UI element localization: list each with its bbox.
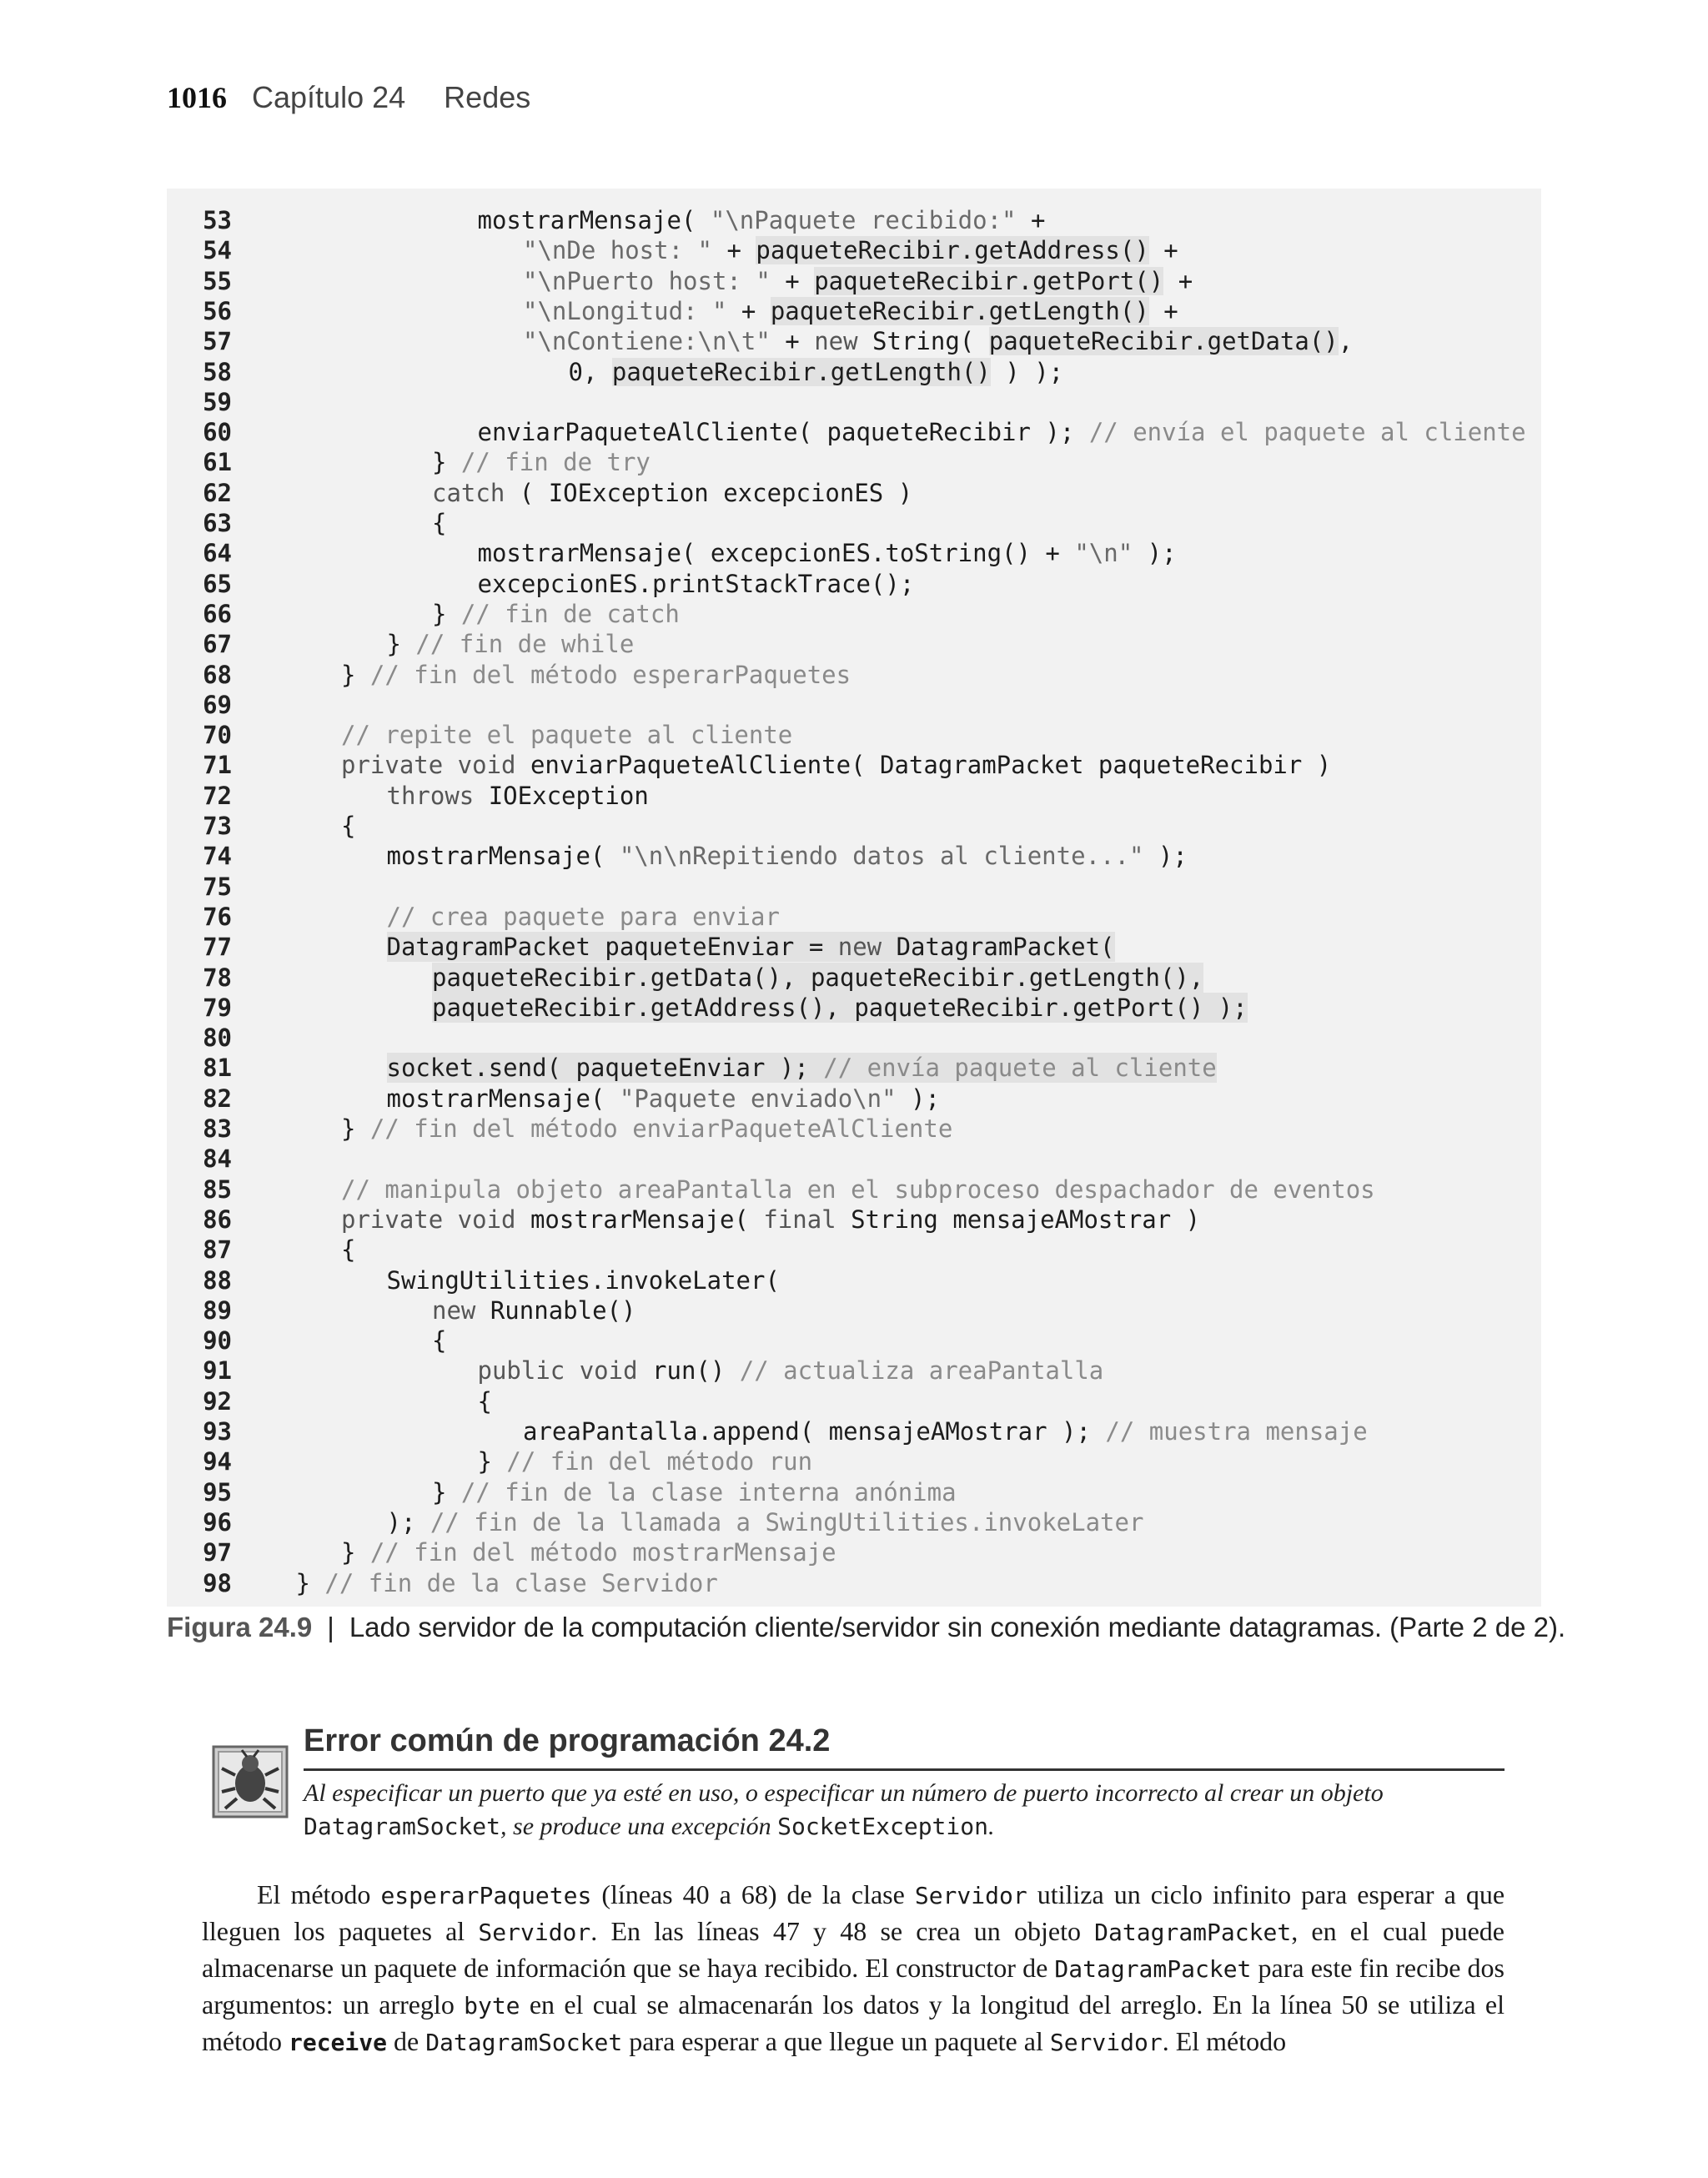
code-line	[167, 872, 1541, 902]
code-text	[478, 1356, 1104, 1386]
code-token: {	[341, 1235, 356, 1265]
error-box-text	[304, 1777, 1505, 1844]
code-line	[167, 296, 1541, 326]
bug-error-icon	[210, 1742, 290, 1822]
code-token: String mensajeAMostrar )	[836, 1205, 1201, 1234]
text-run: utiliza un ciclo infinito para esperar a que lleguen los paquetes al	[202, 1879, 1505, 1946]
inline-code: byte	[464, 1992, 520, 2020]
code-text	[523, 296, 1178, 326]
line-number: 54	[203, 236, 232, 265]
line-number: 65	[203, 569, 232, 598]
line-number: 67	[203, 630, 232, 659]
figure-caption	[167, 1612, 1565, 1643]
code-line	[167, 1235, 1541, 1265]
code-token: // fin del método run	[506, 1447, 813, 1476]
code-text	[387, 629, 635, 659]
code-token: +	[1163, 266, 1193, 295]
code-token: {	[341, 812, 356, 840]
line-number: 78	[203, 963, 232, 992]
line-number: 59	[203, 387, 232, 416]
code-text	[387, 781, 649, 811]
code-token: }	[432, 448, 461, 477]
code-line	[167, 1568, 1541, 1598]
line-number: 63	[203, 509, 232, 537]
code-line	[167, 508, 1541, 538]
code-token: }	[341, 660, 370, 689]
code-line	[167, 478, 1541, 508]
code-token: excepcionES.printStackTrace();	[477, 569, 915, 598]
code-token: SwingUtilities.invokeLater(	[386, 1265, 780, 1295]
code-line	[167, 720, 1541, 750]
section-title: Redes	[444, 80, 531, 114]
code-text	[387, 932, 1115, 962]
text-run: para esperar a que llegue un paquete al	[622, 2026, 1050, 2056]
page-number: 1016	[167, 81, 227, 114]
code-token: // muestra mensaje	[1105, 1417, 1368, 1446]
code-text	[478, 417, 1526, 447]
code-token: enviarPaqueteAlCliente( DatagramPacket paqueteRecibir )	[515, 751, 1332, 780]
code-token: // repite el paquete al cliente	[341, 721, 793, 750]
code-token: );	[1143, 842, 1188, 871]
code-token: "Paquete enviado\n"	[619, 1084, 897, 1113]
code-token: "\n\nRepitiendo datos al cliente..."	[619, 842, 1144, 871]
code-token: +	[1148, 236, 1178, 265]
inline-code: SocketException	[777, 1813, 988, 1840]
code-line	[167, 1114, 1541, 1144]
inline-code: receive	[288, 2029, 387, 2056]
line-number: 86	[203, 1205, 232, 1234]
code-token: private void	[341, 751, 516, 780]
line-number: 95	[203, 1477, 232, 1506]
code-line	[167, 660, 1541, 690]
code-line	[167, 1416, 1541, 1446]
code-line	[167, 417, 1541, 447]
code-token: "\nLongitud: "	[523, 296, 727, 325]
code-text	[432, 599, 680, 629]
code-token: new	[837, 933, 882, 962]
code-token: // fin de try	[460, 448, 651, 477]
code-text	[478, 538, 1177, 568]
code-token: {	[432, 1326, 447, 1356]
code-token: paqueteRecibir.getData(), paqueteRecibir.getLength(),	[432, 963, 1204, 992]
code-line	[167, 387, 1541, 417]
code-line	[167, 1023, 1541, 1053]
code-listing	[167, 189, 1541, 1607]
code-line	[167, 326, 1541, 356]
code-token: paqueteRecibir.getAddress()	[756, 236, 1149, 265]
code-token: +	[1016, 206, 1046, 234]
code-text	[296, 1568, 718, 1598]
code-line	[167, 1537, 1541, 1567]
line-number: 53	[203, 206, 232, 234]
code-token: "\nPaquete recibido:"	[710, 206, 1017, 234]
code-token: DatagramPacket paqueteEnviar =	[386, 933, 838, 962]
line-number: 88	[203, 1265, 232, 1295]
line-number: 98	[203, 1568, 232, 1597]
code-token: run()	[637, 1356, 740, 1386]
code-text	[341, 1205, 1200, 1235]
code-token: +	[711, 236, 756, 265]
code-line	[167, 811, 1541, 841]
code-text	[341, 811, 355, 841]
text-run: .	[988, 1813, 995, 1840]
inline-code: esperarPaquetes	[380, 1882, 592, 1909]
code-line	[167, 1325, 1541, 1356]
line-number: 79	[203, 993, 232, 1022]
code-text	[432, 447, 651, 477]
code-token: // fin de catch	[460, 599, 680, 628]
code-token: // fin de while	[415, 630, 635, 659]
code-text	[432, 1477, 957, 1507]
code-text	[387, 841, 1188, 871]
code-token: public void	[477, 1356, 638, 1386]
line-number: 97	[203, 1538, 232, 1567]
code-token: IOException	[474, 781, 649, 810]
code-line	[167, 963, 1541, 993]
code-token: // manipula objeto areaPantalla en el subproceso despachador de eventos	[341, 1175, 1375, 1204]
code-line	[167, 841, 1541, 871]
line-number: 70	[203, 721, 232, 750]
code-text	[341, 1114, 952, 1144]
code-text	[387, 1265, 780, 1295]
code-token: // fin de la llamada a SwingUtilities.invokeLater	[430, 1507, 1144, 1537]
code-token: socket.send( paqueteEnviar );	[386, 1054, 824, 1083]
code-text	[478, 1386, 492, 1416]
text-run: Al especificar un puerto que ya esté en uso, o especificar un número de puerto incorrecto al crear un objeto	[304, 1779, 1384, 1807]
code-token: );	[1133, 539, 1177, 568]
code-token: enviarPaqueteAlCliente( paqueteRecibir );	[477, 418, 1089, 447]
inline-code: DatagramSocket	[425, 2029, 623, 2056]
line-number: 82	[203, 1084, 232, 1113]
text-run: El método	[257, 1879, 381, 1909]
line-number: 80	[203, 1024, 232, 1053]
code-text	[478, 569, 915, 599]
code-token: // fin del método mostrarMensaje	[369, 1538, 836, 1567]
text-run: , en el cual puede almacenarse un paquete de información que se haya recibido. El constructor de	[202, 1916, 1505, 1983]
error-box-title: Error común de programación 24.2	[304, 1723, 831, 1758]
line-number: 85	[203, 1175, 232, 1204]
code-token: }	[432, 1477, 461, 1506]
code-line	[167, 1477, 1541, 1507]
line-number: 87	[203, 1235, 232, 1265]
code-line	[167, 1205, 1541, 1235]
code-text	[387, 902, 780, 932]
code-line	[167, 1084, 1541, 1114]
code-token: }	[432, 599, 461, 628]
code-token: DatagramPacket(	[882, 933, 1115, 962]
line-number: 66	[203, 599, 232, 628]
code-token: catch	[432, 478, 505, 507]
inline-code: DatagramPacket	[1094, 1919, 1292, 1946]
code-token: final	[763, 1205, 836, 1234]
code-line	[167, 1356, 1541, 1386]
code-token: "\nContiene:\n\t"	[523, 327, 771, 356]
code-text	[432, 963, 1203, 993]
line-number: 72	[203, 781, 232, 810]
code-token: }	[477, 1447, 507, 1476]
code-line	[167, 1265, 1541, 1295]
text-run: . El método	[1162, 2026, 1287, 2056]
code-token: }	[341, 1538, 370, 1567]
code-token: new	[814, 327, 858, 356]
figure-label: Figura 24.9	[167, 1612, 313, 1642]
line-number: 93	[203, 1417, 232, 1446]
code-token: // fin del método enviarPaqueteAlCliente	[369, 1114, 953, 1143]
code-token: +	[770, 266, 815, 295]
line-number: 60	[203, 418, 232, 447]
error-box-rule	[304, 1768, 1505, 1771]
code-line	[167, 538, 1541, 568]
code-line	[167, 1386, 1541, 1416]
line-number: 69	[203, 690, 232, 719]
code-text	[523, 235, 1178, 265]
code-line	[167, 1175, 1541, 1205]
line-number: 71	[203, 751, 232, 780]
code-token: mostrarMensaje(	[515, 1205, 764, 1234]
code-line	[167, 750, 1541, 780]
code-text	[523, 1416, 1368, 1446]
code-token: new	[432, 1295, 476, 1325]
code-line	[167, 569, 1541, 599]
code-text	[523, 266, 1193, 296]
line-number: 55	[203, 266, 232, 295]
code-token: {	[477, 1386, 492, 1416]
code-token: ) );	[990, 357, 1064, 386]
code-token: // fin del método esperarPaquetes	[369, 660, 851, 689]
code-text	[341, 720, 792, 750]
inline-code: Servidor	[1049, 2029, 1163, 2056]
code-token: private void	[341, 1205, 516, 1234]
code-token: ( IOException excepcionES )	[505, 478, 913, 507]
line-number: 56	[203, 296, 232, 325]
code-token: areaPantalla.append( mensajeAMostrar );	[523, 1417, 1106, 1446]
code-text	[432, 508, 446, 538]
code-token: 0,	[568, 357, 612, 386]
code-text	[387, 1053, 1217, 1083]
code-text	[387, 1507, 1144, 1537]
code-token: mostrarMensaje(	[386, 1084, 620, 1113]
code-token: );	[896, 1084, 940, 1113]
line-number: 68	[203, 660, 232, 689]
line-number: 64	[203, 539, 232, 568]
code-text	[341, 750, 1331, 780]
code-token: }	[386, 630, 416, 659]
code-token: // fin de la clase interna anónima	[460, 1477, 957, 1506]
code-token: mostrarMensaje( excepcionES.toString() +	[477, 539, 1075, 568]
text-run: de	[387, 2026, 426, 2056]
code-line	[167, 629, 1541, 659]
inline-code: DatagramSocket	[304, 1813, 501, 1840]
text-run: . En las líneas 47 y 48 se crea un objeto	[590, 1916, 1095, 1946]
line-number: 74	[203, 842, 232, 871]
text-run: en el cual se almacenarán los datos y la longitud del arreglo. En la línea 50 se utiliza el método	[202, 1989, 1505, 2056]
code-token: Runnable()	[475, 1295, 636, 1325]
code-text	[432, 1295, 635, 1325]
line-number: 58	[203, 357, 232, 386]
code-text	[341, 1537, 836, 1567]
code-text	[432, 1325, 446, 1356]
caption-text: Lado servidor de la computación cliente/servidor sin conexión mediante datagramas. (Parte 2 de 2).	[349, 1612, 1566, 1642]
code-token: +	[770, 327, 815, 356]
line-number: 83	[203, 1114, 232, 1143]
code-text	[341, 1235, 355, 1265]
code-line	[167, 266, 1541, 296]
code-text	[432, 478, 912, 508]
line-number: 84	[203, 1144, 232, 1174]
inline-code: Servidor	[914, 1882, 1027, 1909]
code-token: );	[386, 1507, 430, 1537]
code-line	[167, 1295, 1541, 1325]
code-line	[167, 235, 1541, 265]
code-line	[167, 781, 1541, 811]
code-token: // actualiza areaPantalla	[739, 1356, 1104, 1386]
line-number: 90	[203, 1326, 232, 1356]
code-token: "\n"	[1074, 539, 1133, 568]
code-token: +	[1148, 296, 1178, 325]
code-token: +	[726, 296, 771, 325]
line-number: 91	[203, 1356, 232, 1386]
chapter-title: Capítulo 24	[252, 80, 406, 114]
code-line	[167, 205, 1541, 235]
code-line	[167, 357, 1541, 387]
code-line	[167, 1144, 1541, 1174]
line-number: 61	[203, 448, 232, 477]
body-paragraph	[202, 1877, 1505, 2060]
line-number: 75	[203, 872, 232, 901]
code-token: paqueteRecibir.getAddress(), paqueteRecibir.getPort() );	[432, 993, 1248, 1022]
code-line	[167, 1053, 1541, 1083]
code-token: // fin de la clase Servidor	[324, 1568, 718, 1597]
code-token: paqueteRecibir.getLength()	[611, 357, 991, 386]
code-token: paqueteRecibir.getLength()	[770, 296, 1149, 325]
code-token: // envía paquete al cliente	[823, 1054, 1217, 1083]
code-line	[167, 690, 1541, 720]
code-line	[167, 993, 1541, 1023]
code-token: // envía el paquete al cliente	[1088, 418, 1526, 447]
code-token: mostrarMensaje(	[386, 842, 620, 871]
code-token: "\nDe host: "	[523, 236, 712, 265]
code-token: paqueteRecibir.getPort()	[814, 266, 1164, 295]
line-number: 73	[203, 812, 232, 840]
code-text	[478, 1446, 813, 1476]
code-token: mostrarMensaje(	[477, 206, 711, 234]
line-number: 92	[203, 1386, 232, 1416]
code-text	[387, 1084, 940, 1114]
code-line	[167, 932, 1541, 962]
line-number: 81	[203, 1054, 232, 1083]
code-text	[523, 326, 1353, 356]
code-text	[569, 357, 1064, 387]
code-line	[167, 902, 1541, 932]
code-token: throws	[386, 781, 475, 810]
code-token: }	[295, 1568, 325, 1597]
code-token: }	[341, 1114, 370, 1143]
line-number: 96	[203, 1507, 232, 1537]
code-text	[341, 1175, 1375, 1205]
code-token: String(	[857, 327, 989, 356]
code-text	[341, 660, 851, 690]
code-line	[167, 1507, 1541, 1537]
code-token: ,	[1338, 327, 1354, 356]
code-line	[167, 1446, 1541, 1476]
line-number: 89	[203, 1295, 232, 1325]
inline-code: Servidor	[478, 1919, 591, 1946]
line-number: 62	[203, 478, 232, 507]
line-number: 77	[203, 933, 232, 962]
code-token: {	[432, 509, 447, 537]
text-run: , se produce una excepción	[500, 1813, 778, 1840]
text-run: (líneas 40 a 68) de la clase	[591, 1879, 915, 1909]
text-run: para este fin recibe dos argumentos: un arreglo	[202, 1953, 1505, 2020]
inline-code: DatagramPacket	[1054, 1955, 1252, 1983]
code-line	[167, 599, 1541, 629]
running-header	[167, 80, 530, 115]
code-token: paqueteRecibir.getData()	[988, 327, 1339, 356]
line-number: 94	[203, 1447, 232, 1476]
line-number: 57	[203, 327, 232, 356]
code-text	[432, 993, 1248, 1023]
code-text	[478, 205, 1046, 235]
code-token: "\nPuerto host: "	[523, 266, 771, 295]
code-line	[167, 447, 1541, 477]
caption-separator: |	[327, 1612, 334, 1642]
line-number: 76	[203, 902, 232, 931]
code-token: // crea paquete para enviar	[386, 902, 780, 931]
